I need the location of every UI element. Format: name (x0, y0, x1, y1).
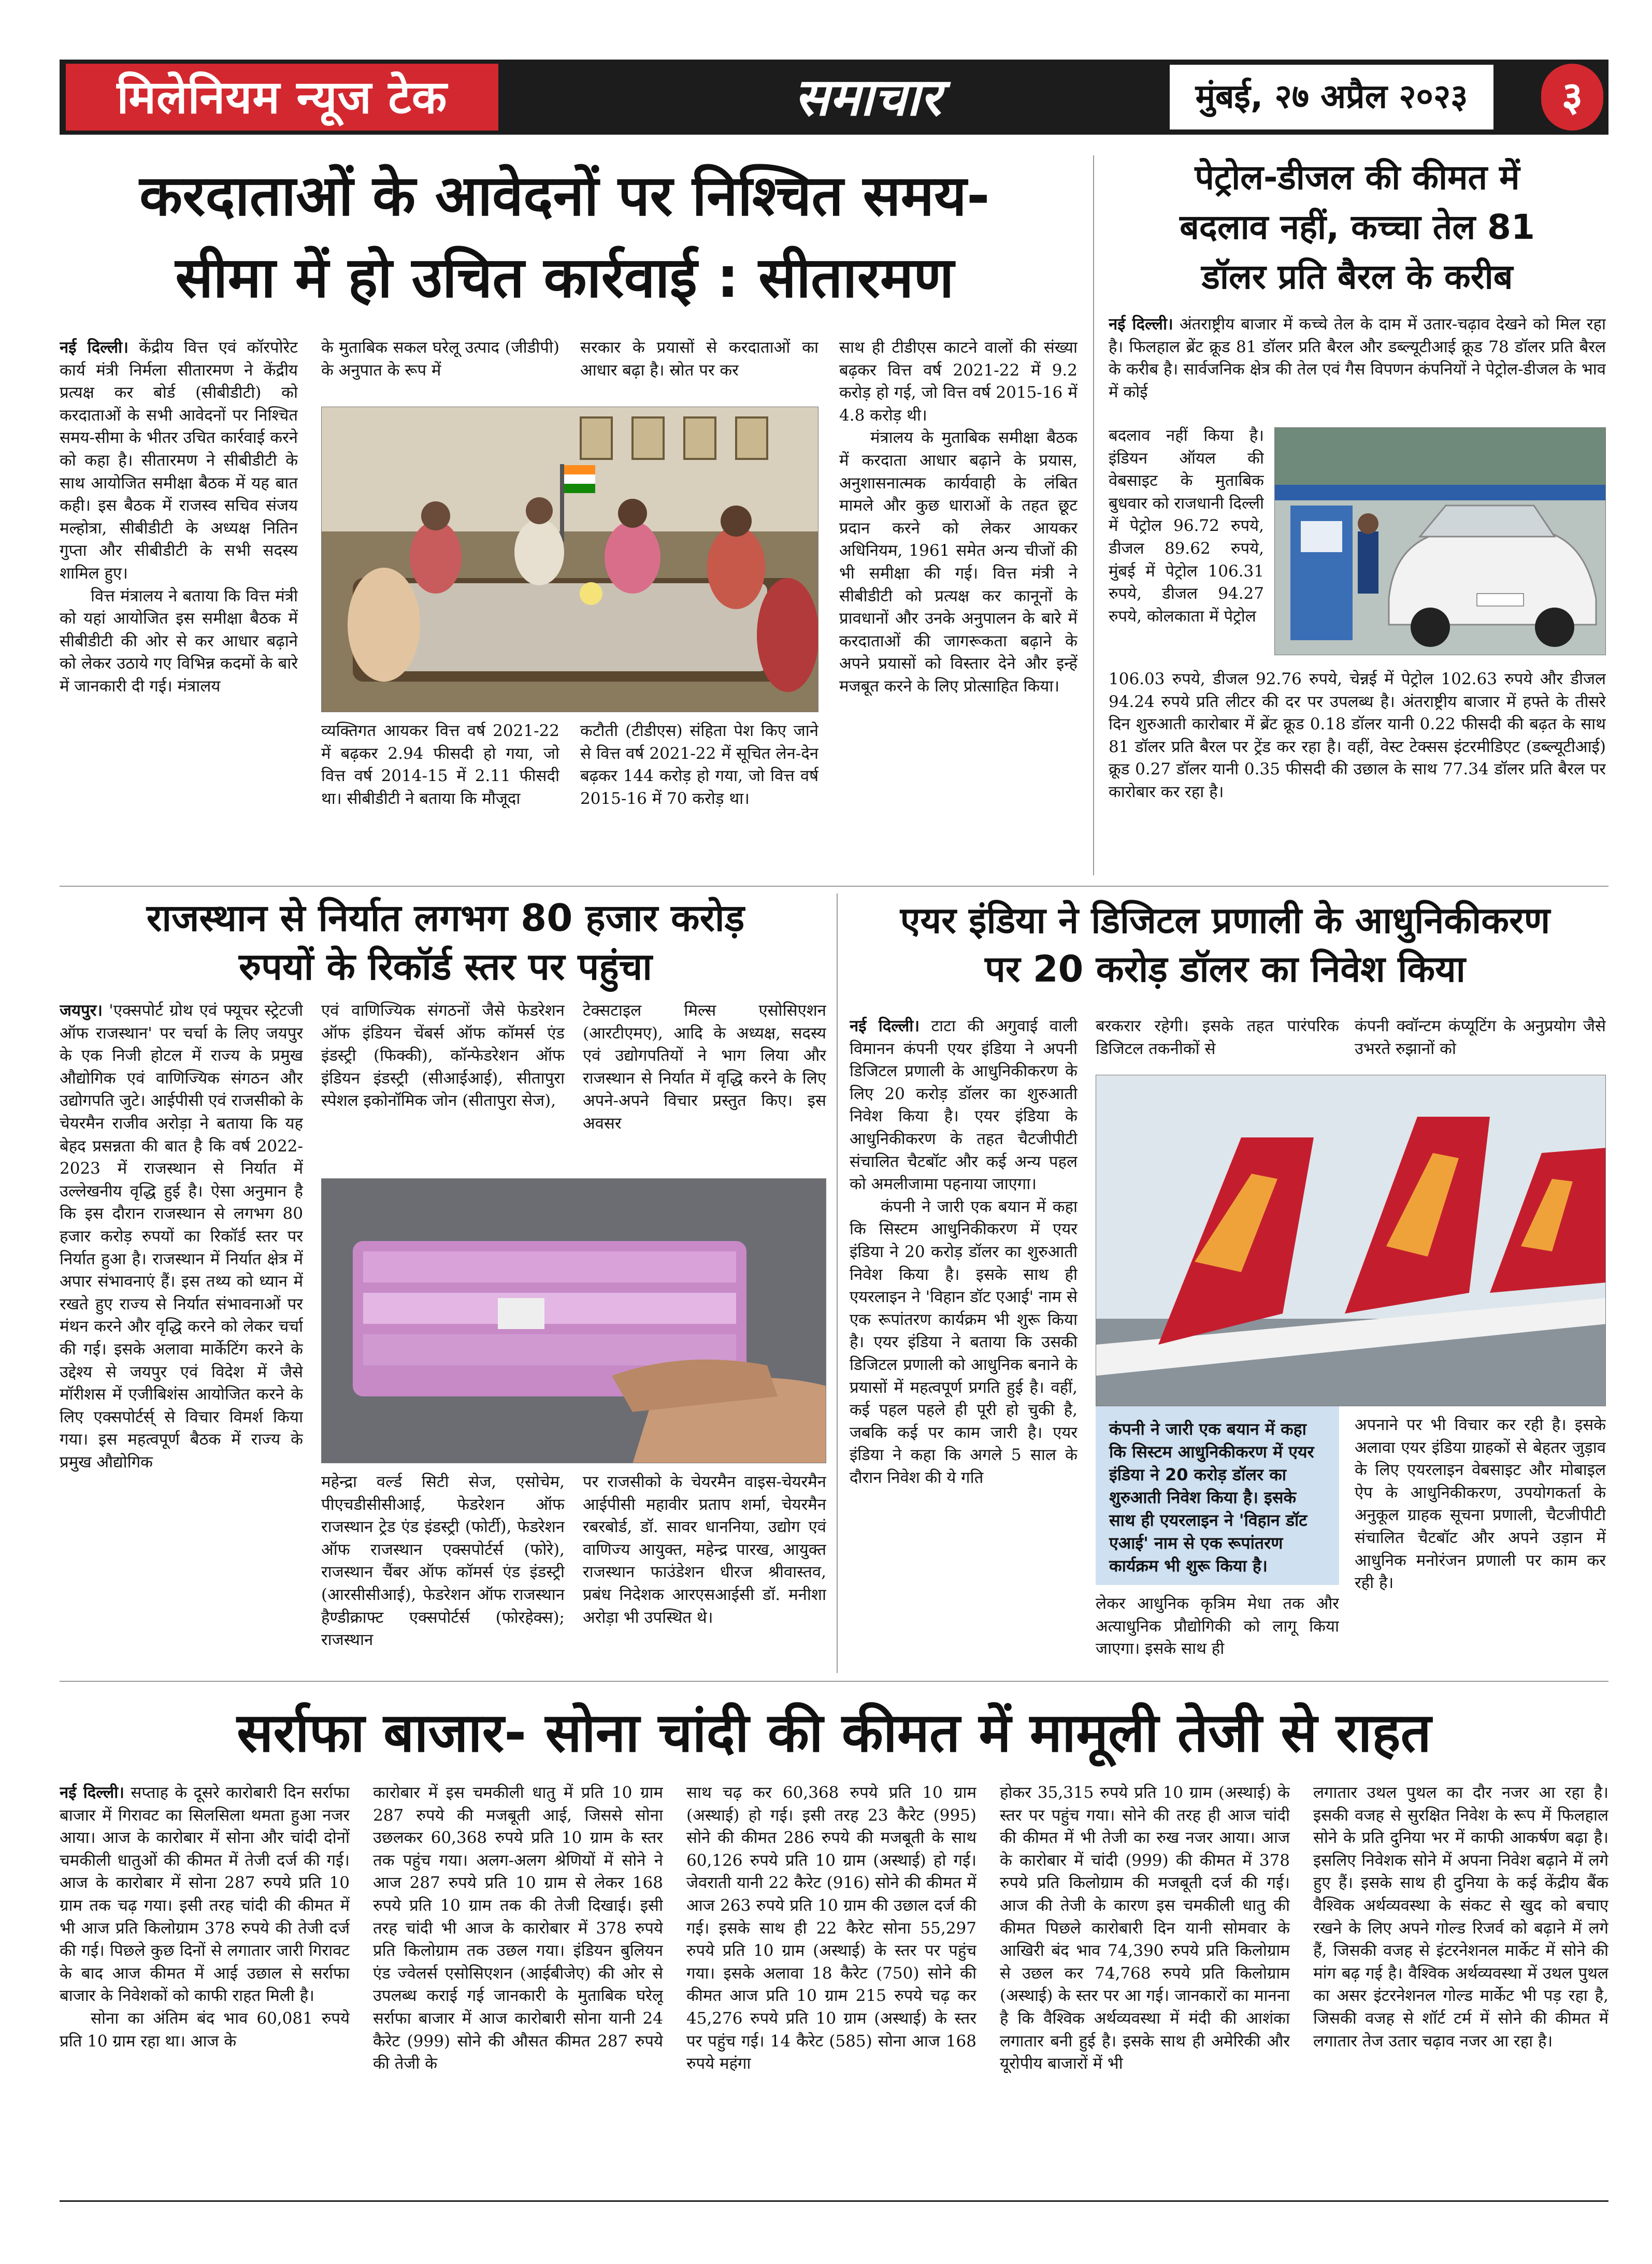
story4-col1 (850, 1015, 1078, 1673)
column-rule (1093, 155, 1094, 875)
story5-col5-text: लगातार उथल पुथल का दौर नजर आ रहा है। इसकी वजह से सुरक्षित निवेश के रूप में फिलहाल सोने के प्रति दुनिया भर में काफी आकर्षण बढ़ा है। इसलिए निवेशक सोने में अपना निवेश बढ़ाने में लगे हुए हैं। इसके साथ ही दुनिया के कई केंद्रीय बैंक वैश्विक अर्थव्यवस्था के संकट से खुद को बचाए रखने के लिए अपने गोल्ड रिजर्व को बढ़ाने में लगे हैं, जिसकी वजह से इंटरनेशनल मार्केट में सोने की मांग बढ़ गई है। वैश्विक अर्थव्यवस्था में उथल पुथल का असर इंटरनेशनल गोल्ड मार्केट भी पड़ रहा है, जिसकी वजह से शॉर्ट टर्म में सोने की कीमत में लगातार तेज उतार चढ़ाव नजर आ रहा है। (1313, 1783, 1608, 2051)
story5-col3-text: साथ चढ़ कर 60,368 रुपये प्रति 10 ग्राम (अस्थाई) हो गई। इसी तरह 23 कैरेट (995) सोने की कीमत 286 रुपये की मजबूती के साथ 60,126 रुपये प्रति 10 ग्राम (अस्थाई) हो गई। जेवराती यानी 22 कैरेट (916) सोने की कीमत में आज 263 रुपये प्रति 10 ग्राम की उछाल दर्ज की गई। इसके साथ ही 22 कैरेट सोना 55,297 रुपये प्रति 10 ग्राम (अस्थाई) के स्तर पर पहुंच गया। इसके अलावा 18 कैरेट (750) सोने की कीमत आज प्रति 10 ग्राम 215 रुपये चढ़ कर 45,276 रुपये प्रति 10 ग्राम (अस्थाई) के स्तर पर पहुंच गई। 14 कैरेट (585) सोना आज 168 रुपये महंगा (686, 1783, 976, 2073)
story1-col3-bottom-text: कटौती (टीडीएस) संहिता पेश किए जाने से वित्त वर्ष 2021-22 में सूचित लेन-देन बढ़कर 144 करोड़ हो गया, जो वित्त वर्ष 2015-16 में 70 करोड़ था। (580, 722, 818, 808)
pull-quote (1096, 1406, 1339, 1585)
story2-side (1109, 425, 1264, 668)
story2-side-text: बदलाव नहीं किया है। इंडियन ऑयल की वेबसाइट के मुताबिक बुधवार को राजधानी दिल्ली में पेट्रोल 96.72 रुपये, डीजल 89.62 रुपये, मुंबई में पेट्रोल 106.31 रुपये, डीजल 94.27 रुपये, कोलकाता में पेट्रोल (1109, 426, 1264, 626)
story4-col1-p2: कंपनी ने जारी एक बयान में कहा कि सिस्टम आधुनिकीकरण में एयर इंडिया ने 20 करोड़ डॉलर का शुरुआती निवेश किया है। इसके साथ ही एयरलाइन ने 'विहान डॉट एआई' नाम से एक रूपांतरण कार्यक्रम भी शुरू किया है। एयर इंडिया ने बताया कि उसकी डिजिटल प्रणाली को आधुनिक बनाने के प्रयासों में महत्वपूर्ण प्रगति हुई है। वहीं, कई पहल पहले ही पूरी हो चुकी है, जबकि कई पर काम जारी है। एयर इंडिया ने कहा कि अगले 5 साल के दौरान निवेश की ये गति (850, 1197, 1078, 1487)
story2-headline-line3: डॉलर प्रति बैरल के करीब (1201, 257, 1513, 297)
story1-col4-p2: मंत्रालय के मुताबिक समीक्षा बैठक में करदाता आधार बढ़ाने के प्रयास, अनुशासनात्मक कार्यवाही के लंबित मामले और कुछ धाराओं के तहत छूट प्रदान करने को लेकर आयकर अधिनियम, 1961 समेत अन्य चीजों की भी समीक्षा की गई। वित्त मंत्री ने सीबीडीटी को प्रत्यक्ष कर कानूनों के प्रावधानों और उनके अनुपालन के बारे में करदाताओं की जागरूकता बढ़ाने के अपने प्रयासों को विस्तार देने और इन्हें मजबूत करने के लिए प्रोत्साहित किया। (839, 428, 1078, 696)
story3-col3-bottom-text: पर राजसीको के चेयरमैन वाइस-चेयरमैन आईपीसी महावीर प्रताप शर्मा, चेयरमैन रबरबोर्ड, डॉ. सावर धाननिया, उद्योग एवं वाणिज्य आयुक्त, महेन्द्र पारख, आयुक्त राजस्थान फाउंडेशन धीरज श्रीवास्तव, प्रबंध निदेशक आरएसआईसी डॉ. मनीशा अरोड़ा भी उपस्थित थे। (583, 1473, 826, 1627)
bottom-rule (60, 2200, 1608, 2202)
story2-lead (1109, 313, 1606, 425)
story5-col1-p2: सोना का अंतिम बंद भाव 60,081 रुपये प्रति 10 ग्राम रहा था। आज के (60, 2009, 350, 2051)
story3-col3-top (583, 1000, 826, 1176)
story4-col3-bottom (1355, 1414, 1606, 1673)
story1-headline-line1: करदाताओं के आवेदनों पर निश्चित समय- (139, 164, 990, 228)
section-rule-2 (60, 1681, 1608, 1682)
story4-col2-bottom-text: लेकर आधुनिक कृत्रिम मेधा तक और अत्याधुनिक प्रौद्योगिकी को लागू किया जाएगा। इसके साथ ही (1096, 1594, 1339, 1659)
section-rule-1 (60, 886, 1608, 887)
story1-col2-bottom (321, 720, 559, 875)
brand-logo: मिलेनियम न्यूज टेक (66, 64, 498, 131)
section-name: समाचार (794, 67, 941, 127)
story1-col1-p2: वित्त मंत्रालय ने बताया कि वित्त मंत्री को यहां आयोजित इस समीक्षा बैठक में सीबीडीटी की ओर से कर आधार बढ़ाने को लेकर उठाये गए विभिन्न कदमों के बारे में जानकारी दी गई। मंत्रालय (60, 586, 298, 696)
story2-rest-text: 106.03 रुपये, डीजल 92.76 रुपये, चेन्नई में पेट्रोल 102.63 रुपये और डीजल 94.24 रुपये प्रति लीटर की दर पर उपलब्ध है। अंतराष्ट्रीय बाजार में हफ्ते के तीसरे दिन शुरुआती कारोबार में ब्रेंट क्रूड 0.18 डॉलर यानी 0.22 फीसदी की बढ़त के साथ 81 डॉलर प्रति बैरल पर ट्रेंड कर रहा है। वहीं, वेस्ट टेक्सस इंटरमीडिएट (डब्ल्यूटीआई) क्रूड 0.27 डॉलर यानी 0.35 फीसदी की उछाल के साथ 77.34 डॉलर प्रति बैरल पर कारोबार कर रहा है। (1109, 670, 1606, 801)
story5-col4-text: होकर 35,315 रुपये प्रति 10 ग्राम (अस्थाई) के स्तर पर पहुंच गया। सोने की तरह ही आज चांदी की कीमत में भी तेजी का रुख नजर आया। आज के कारोबार में चांदी (999) की कीमत में 378 रुपये प्रति किलोग्राम की मजबूती दर्ज की गई। आज की तेजी के कारण इस चमकीली धातु की कीमत पिछले कारोबारी दिन यानी सोमवार के आखिरी बंद भाव 74,390 रुपये प्रति किलोग्राम से उछल कर 74,768 रुपये प्रति किलोग्राम (अस्थाई) के स्तर पर आ गई। जानकारों का मानना है कि वैश्विक अर्थव्यवस्था में मंदी की आशंका लगातार बनी हुई है। इसके साथ ही अमेरिकी और यूरोपीय बाजारों में भी (1000, 1783, 1290, 2073)
story1-col3-top (580, 337, 818, 404)
pull-quote-text: कंपनी ने जारी एक बयान में कहा कि सिस्टम आधुनिकीकरण में एयर इंडिया ने 20 करोड़ डॉलर का शुरुआती निवेश किया है। इसके साथ ही एयरलाइन ने 'विहान डॉट एआई' नाम से एक रूपांतरण कार्यक्रम भी शुरू किया है। (1109, 1419, 1314, 1576)
currency-image (322, 1179, 826, 1463)
story5-col1-text: सप्ताह के दूसरे कारोबारी दिन सर्राफा बाजार में गिरावट का सिलसिला थमता हुआ नजर आया। आज के कारोबार में सोना और चांदी दोनों चमकीली धातुओं की कीमत में तेजी दर्ज की गई। आज के कारोबार में सोना 287 रुपये प्रति 10 ग्राम तक चढ़ गया। इसी तरह चांदी की कीमत में भी आज प्रति किलोग्राम 378 रुपये की तेजी दर्ज की गई। पिछले कुछ दिनों से लगातार जारी गिरावट के बाद आज कीमत में आई उछाल से सर्राफा बाजार के निवेशकों को काफी राहत मिली है। (60, 1783, 350, 2006)
story3-col2-top-text: एवं वाणिज्यिक संगठनों जैसे फेडरेशन ऑफ इंडियन चेंबर्स ऑफ कॉमर्स एंड इंडस्ट्री (फिक्की), कॉन्फेडरेशन ऑफ इंडियन इंडस्ट्री (सीआईआई), सीतापुरा स्पेशल इकोनॉमिक जोन (सीतापुरा सेज), (321, 1001, 565, 1111)
story3-col2-bottom-text: महेन्द्रा वर्ल्ड सिटी सेज, एसोचेम, पीएचडीसीसीआई, फेडरेशन ऑफ राजस्थान ट्रेड एंड इंडस्ट्री (फोर्टी), फेडरेशन ऑफ राजस्थान एक्सपोर्टर्स (फोरे), राजस्थान चैंबर ऑफ कॉमर्स एंड इंडस्ट्री (आरसीसीआई), फेडरेशन ऑफ राजस्थान हैण्डीक्राफ्ट एक्सपोर्टर्स (फोरहेक्स); राजस्थान (321, 1473, 565, 1650)
story5-col2 (373, 1782, 663, 2191)
story1-headline-line2: सीमा में हो उचित कार्रवाई : सीतारमण (175, 246, 954, 310)
story3-col3-top-text: टेक्सटाइल मिल्स एसोसिएशन (आरटीएमए), आदि के अध्यक्ष, सदस्य एवं उद्योगपतियों ने भाग लिया और राजस्थान से निर्यात में वृद्धि करने के लिए अपने-अपने विचार प्रस्तुत किए। इस अवसर (583, 1001, 826, 1133)
story4-col2-top (1096, 1015, 1339, 1067)
story5-col4 (1000, 1782, 1290, 2191)
story3-col1 (60, 1000, 303, 1673)
story5-dateline: नई दिल्ली। (60, 1783, 124, 1802)
story5-headline (60, 1694, 1608, 1771)
story4-headline (844, 896, 1606, 1000)
story2-headline (1109, 153, 1606, 308)
story3-dateline: जयपुर। (60, 1001, 103, 1020)
dateline-header: मुंबई, २७ अप्रैल २०२३ (1170, 65, 1493, 129)
story3-headline-line2: रुपयों के रिकॉर्ड स्तर पर पहुंचा (239, 945, 652, 988)
story2-rest (1109, 668, 1606, 875)
story4-col3-top (1355, 1015, 1606, 1067)
story4-headline-line1: एयर इंडिया ने डिजिटल प्रणाली के आधुनिकीकरण (900, 899, 1550, 942)
story4-col3-bottom-text: अपनाने पर भी विचार कर रही है। इसके अलावा एयर इंडिया ग्राहकों से बेहतर जुड़ाव के लिए एयरलाइन वेबसाइट और मोबाइल ऐप के आधुनिकीकरण, उपयोगकर्ता के अनुकूल ग्राहक सूचना प्रणाली, चैटजीपीटी संचालित चैटबॉट और अपने उड़ान में आधुनिक मनोरंजन प्रणाली पर काम कर रही है। (1355, 1416, 1606, 1593)
story1-col1-text: केंद्रीय वित्त एवं कॉरपोरेट कार्य मंत्री निर्मला सीतारमण ने केंद्रीय प्रत्यक्ष कर बोर्ड (सीबीडीटी) को करदाताओं के सभी आवेदनों पर निश्चित समय-सीमा के भीतर उचित कार्रवाई करने को कहा है। सीतारमण ने सीबीडीटी के साथ आयोजित समीक्षा बैठक में यह बात कही। इस बैठक में राजस्व सचिव संजय मल्होत्रा, सीबीडीटी के अध्यक्ष नितिन गुप्ता और सीबीडीटी के सभी सदस्य शामिल हुए। (60, 338, 298, 583)
story2-headline-line1: पेट्रोल-डीजल की कीमत में (1195, 157, 1520, 197)
story4-col3-top-text: कंपनी क्वॉन्टम कंप्यूटिंग के अनुप्रयोग जैसे उभरते रुझानों को (1355, 1017, 1606, 1058)
story3-col2-bottom (321, 1471, 565, 1673)
story3-headline-line1: राजस्थान से निर्यात लगभग 80 हजार करोड़ (146, 896, 745, 940)
story1-col4 (839, 337, 1078, 875)
story4-dateline: नई दिल्ली। (850, 1017, 920, 1035)
story3-headline (57, 893, 834, 997)
story1-col2-top (321, 337, 559, 404)
story5-col2-text: कारोबार में इस चमकीली धातु में प्रति 10 ग्राम 287 रुपये की मजबूती आई, जिससे सोना उछलकर 60,368 रुपये प्रति 10 ग्राम के स्तर तक पहुंच गया। अलग-अलग श्रेणियों में सोने ने आज 287 रुपये प्रति 10 ग्राम से लेकर 168 रुपये प्रति 10 ग्राम तक की तेजी दिखाई। इसी तरह चांदी भी आज के कारोबार में 378 रुपये प्रति किलोग्राम तक उछल गया। इंडियन बुलियन एंड ज्वेलर्स एसोसिएशन (आईबीजेए) की ओर से उपलब्ध कराई गई जानकारी के मुताबिक घरेलू सर्राफा बाजार में आज कारोबारी सोना यानी 24 कैरेट (999) सोने की औसत कीमत 287 रुपये की तेजी के (373, 1783, 663, 2073)
story5-headline-text: सर्राफा बाजार- सोना चांदी की कीमत में मामूली तेजी से राहत (237, 1701, 1431, 1764)
story2-headline-line2: बदलाव नहीं, कच्चा तेल 81 (1180, 207, 1535, 247)
air-india-photo (1096, 1075, 1606, 1406)
air-india-image (1096, 1075, 1606, 1406)
masthead (60, 60, 1608, 135)
story4-col2-bottom (1096, 1593, 1339, 1673)
story4-headline-line2: पर 20 करोड़ डॉलर का निवेश किया (985, 948, 1466, 990)
story5-col5 (1313, 1782, 1608, 2191)
story2-lead-text: अंतराष्ट्रीय बाजार में कच्चे तेल के दाम में उतार-चढ़ाव देखने को मिल रहा है। फिलहाल ब्रेंट क्रूड 81 डॉलर प्रति बैरल और डब्ल्यूटीआई क्रूड 78 डॉलर प्रति बैरल के करीब है। सार्वजनिक क्षेत्र की तेल एवं गैस विपणन कंपनियों ने पेट्रोल-डीजल के भाव में कोई (1109, 315, 1606, 401)
story1-col2-bottom-text: व्यक्तिगत आयकर वित्त वर्ष 2021-22 में बढ़कर 2.94 फीसदी हो गया, जो वित्त वर्ष 2014-15 में 2.11 फीसदी था। सीबीडीटी ने बताया कि मौजूदा (321, 722, 559, 808)
petrol-pump-image (1275, 428, 1606, 655)
story1-col3-top-text: सरकार के प्रयासों से करदाताओं का आधार बढ़ा है। स्रोत पर कर (580, 338, 818, 380)
story3-col3-bottom (583, 1471, 826, 1673)
story1-dateline: नई दिल्ली। (60, 338, 128, 357)
story5-col1 (60, 1782, 350, 2191)
story3-col1-text: 'एक्सपोर्ट ग्रोथ एवं फ्यूचर स्ट्रेटजी ऑफ राजस्थान' पर चर्चा के लिए जयपुर के एक निजी होटल में राज्य के प्रमुख औद्योगिक एवं वाणिज्यिक संगठन और उद्योगपति जुटे। आईपीसी एवं राजसीको के चेयरमैन राजीव अरोड़ा ने बताया कि यह बेहद प्रसन्नता की बात है कि वर्ष 2022-2023 में राजस्थान से निर्यात में उल्लेखनीय वृद्धि हुई है। ऐसा अनुमान है कि इस दौरान राजस्थान से लगभग 80 हजार करोड़ रुपयों का रिकॉर्ड स्तर पर निर्यात हुआ है। राजस्थान में निर्यात क्षेत्र में अपार संभावनाएं हैं। इस तथ्य को ध्यान में रखते हुए राज्य से निर्यात संभावनाओं पर मंथन करने और वृद्धि करने को लेकर चर्चा की गई। इसके अलावा मार्केटिंग करने के उद्देश्य से जयपुर एवं विदेश में जैसे मॉरीशस में एजीबिशंस आयोजित करने के लिए एक्सपोर्टर्स् से विचार विमर्श किया गया। इस महत्वपूर्ण बैठक में राज्य के प्रमुख औद्योगिक (60, 1001, 303, 1472)
story1-col4-text: साथ ही टीडीएस काटने वालों की संख्या बढ़कर वित्त वर्ष 2021-22 में 9.2 करोड़ हो गई, जो वित्त वर्ष 2015-16 में 4.8 करोड़ थी। (839, 338, 1078, 425)
column-rule (837, 893, 838, 1673)
story1-col1 (60, 337, 298, 875)
story1-col3-bottom (580, 720, 818, 875)
story1-headline (57, 155, 1072, 326)
currency-photo (321, 1178, 826, 1463)
story4-col1-text: टाटा की अगुवाई वाली विमानन कंपनी एयर इंडिया ने अपनी डिजिटल प्रणाली के आधुनिकीकरण के लिए 20 करोड़ डॉलर का शुरुआती निवेश किया है। एयर इंडिया के आधुनिकीकरण के तहत चैटजीपीटी संचालित चैटबॉट और कई अन्य पहल को अमलीजामा पहनाया जाएगा। (850, 1017, 1078, 1194)
page-number: ३ (1541, 64, 1603, 131)
story1-col2-top-text: के मुताबिक सकल घरेलू उत्पाद (जीडीपी) के अनुपात के रूप में (321, 338, 559, 380)
petrol-pump-photo (1274, 427, 1606, 655)
meeting-photo (321, 407, 818, 712)
story2-dateline: नई दिल्ली। (1109, 315, 1173, 334)
story3-col2-top (321, 1000, 565, 1176)
story4-col2-top-text: बरकरार रहेगी। इसके तहत पारंपरिक डिजिटल तकनीकों से (1096, 1017, 1339, 1058)
meeting-photo-image (322, 407, 818, 712)
story5-col3 (686, 1782, 976, 2191)
